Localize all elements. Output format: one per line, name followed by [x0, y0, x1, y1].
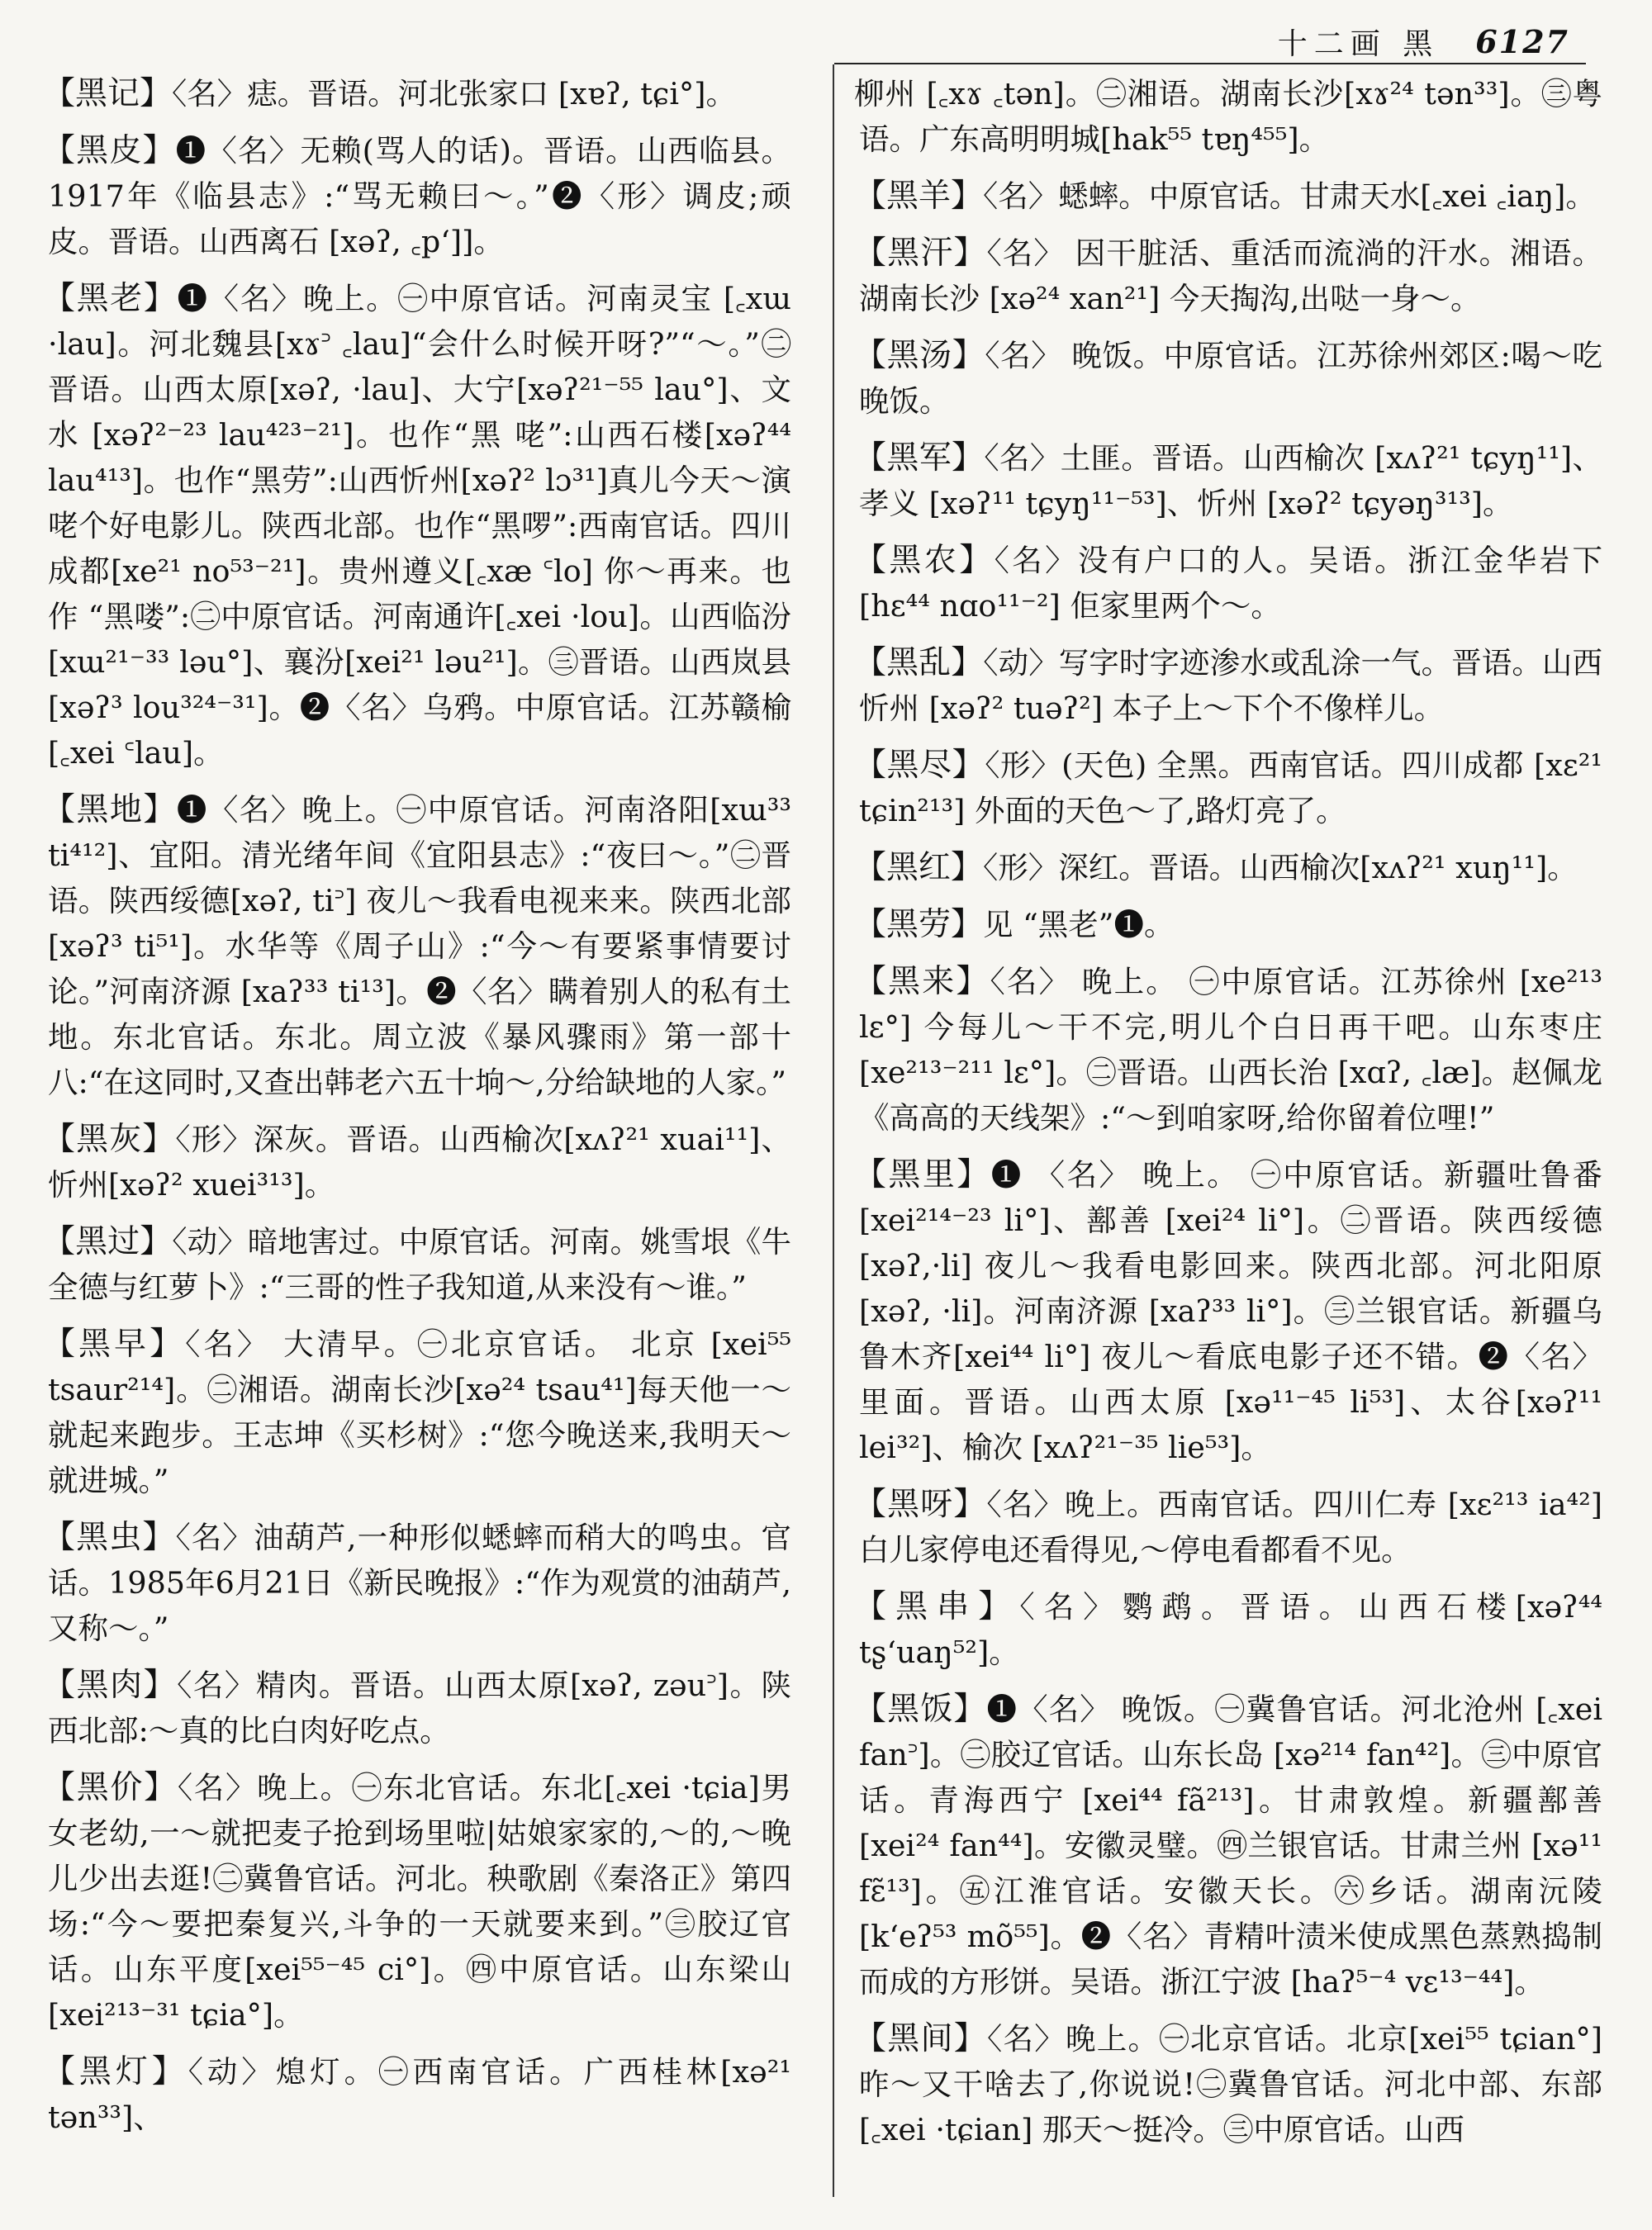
definition: ❶〈名〉无赖(骂人的话)。晋语。山西临县。1917年《临县志》:“骂无赖曰～。”❷〈形〉调皮;顽皮。晋语。山西离石 [xəʔ, ꜀pʻ]]。	[48, 133, 791, 259]
left-column	[43, 71, 791, 2152]
definition: ❶〈名〉 晚饭。㊀冀鲁官话。河北沧州 [꜀xei fan꜄]。㊁胶辽官话。山东长岛 [xə²¹⁴ fan⁴²]。㊂中原官话。青海西宁 [xei⁴⁴ fã²¹³]。甘肃敦煌。新疆鄯善 [xei²⁴ fan⁴⁴]。安徽灵璧。㊃兰银官话。甘肃兰州 [xə¹¹ fɛ̃¹³]。㊄江淮官话。安徽天长。㊅乡话。湖南沅陵 [kʻeʔ⁵³ mõ⁵⁵]。❷〈名〉青精叶渍米使成黑色蒸熟捣制而成的方形饼。吴语。浙江宁波 [haʔ⁵⁻⁴ vɛ¹³⁻⁴⁴]。	[859, 1691, 1602, 2000]
definition: ❶〈名〉晚上。㊀中原官话。河南灵宝 [꜀xɯ ·lau]。河北魏县[xɤ꜄ ꜀lau]“会什么时候开呀?”“～。”㊁晋语。山西太原[xəʔ, ·lau]、大宁[xəʔ²¹⁻⁵⁵ lau°]、文水 [xəʔ²⁻²³ lau⁴²³⁻²¹]。也作“黑 咾”:山西石楼[xəʔ⁴⁴ lau⁴¹³]。也作“黑劳”:山西忻州[xəʔ² lɔ³¹]真儿今天～演咾个好电影儿。陕西北部。也作“黑啰”:西南官话。四川成都[xe²¹ no⁵³⁻²¹]。贵州遵义[꜀xæ ꜂lo] 你～再来。也作 “黑喽”:㊁中原官话。河南通许[꜀xei ·lou]。山西临汾 [xɯ²¹⁻³³ ləu°]、襄汾[xei²¹ ləu²¹]。㊂晋语。山西岚县[xəʔ³ lou³²⁴⁻³¹]。❷〈名〉乌鸦。中原官话。江苏赣榆 [꜀xei ꜂lau]。	[48, 281, 791, 771]
headword: 【黑乱】	[854, 644, 984, 681]
definition: 见 “黑老”❶。	[983, 907, 1175, 942]
entry	[43, 1219, 791, 1310]
column-divider	[833, 64, 834, 2197]
entry	[854, 435, 1602, 526]
entry	[43, 1765, 791, 2038]
headword: 【黑里】	[854, 1156, 991, 1193]
definition: 〈名〉油葫芦,一种形似蟋蟀而稍大的鸣虫。官话。1985年6月21日《新民晚报》:“作为观赏的油葫芦,又称～。”	[48, 1520, 791, 1646]
entry	[854, 845, 1602, 890]
definition: 〈动〉写字时字迹渗水或乱涂一气。晋语。山西忻州 [xəʔ² tuəʔ²] 本子上～下个不像样儿。	[859, 645, 1602, 726]
definition: 〈名〉 大清早。㊀北京官话。 北京 [xei⁵⁵ tsaur²¹⁴]。㊁湘语。湖南长沙[xə²⁴ tsau⁴¹]每天他一～就起来跑步。王志坤《买杉树》:“您今晚送来,我明天～就进城。”	[48, 1326, 791, 1498]
entry	[43, 1663, 791, 1753]
entry	[43, 1321, 791, 1503]
headword: 【黑过】	[43, 1223, 173, 1260]
definition: 〈名〉晚上。西南官话。四川仁寿 [xɛ²¹³ ia⁴²] 白儿家停电还看得见,～停电看都看不见。	[859, 1487, 1602, 1568]
headword: 【黑虫】	[43, 1519, 176, 1556]
headword: 【黑皮】	[43, 132, 176, 169]
headword: 【黑灰】	[43, 1121, 176, 1158]
headword: 【黑红】	[854, 849, 984, 886]
page-number: 6127	[1475, 22, 1569, 60]
headword: 【黑饭】	[854, 1691, 987, 1728]
header-rule	[834, 63, 1586, 64]
definition: 〈形〉(天色) 全黑。西南官话。四川成都 [xɛ²¹ tɕin²¹³] 外面的天色～了,路灯亮了。	[859, 747, 1602, 828]
definition: 〈名〉晚上。㊀东北官话。东北[꜀xei ·tɕia]男女老幼,一～就把麦子抢到场里啦|姑娘家家的,～的,～晚儿少出去逛!㊁冀鲁官话。河北。秧歌剧《秦洛正》第四场:“今～要把秦复兴,斗争的一天就要来到。”㊂胶辽官话。山东平度[xei⁵⁵⁻⁴⁵ ci°]。㊃中原官话。山东梁山[xei²¹³⁻³¹ tɕia°]。	[48, 1770, 791, 2033]
definition: 〈动〉暗地害过。中原官话。河南。姚雪垠《牛全德与红萝卜》:“三哥的性子我知道,从来没有～谁。”	[48, 1224, 791, 1305]
headword: 【黑呀】	[854, 1486, 987, 1523]
headword: 【黑早】	[43, 1326, 186, 1363]
definition: 〈名〉鹦鹉。晋语。山西石楼[xəʔ⁴⁴ tʂʻuaŋ⁵²]。	[859, 1589, 1602, 1670]
headword: 【黑记】	[43, 75, 173, 112]
definition: 〈名〉精肉。晋语。山西太原[xəʔ, zəu꜄]。陕西北部:～真的比白肉好吃点。	[48, 1668, 791, 1748]
definition: 〈名〉 晚饭。中原官话。江苏徐州郊区:喝～吃晚饭。	[859, 338, 1602, 419]
entry	[43, 1117, 791, 1208]
definition: ❶〈名〉晚上。㊀中原官话。河南洛阳[xɯ³³ ti⁴¹²]、宜阳。清光绪年间《宜阳县志》:“夜曰～。”㊁晋语。陕西绥德[xəʔ, ti꜄] 夜儿～我看电视来来。陕西北部[xəʔ³ ti⁵¹]。水华等《周子山》:“今～有要紧事情要讨论。”河南济源 [xaʔ³³ ti¹³]。❷〈名〉瞒着别人的私有土地。东北官话。东北。周立波《暴风骤雨》第一部十八:“在这同时,又查出韩老六五十垧～,分给缺地的人家。”	[48, 792, 791, 1100]
headword: 【黑汤】	[854, 337, 985, 374]
entry	[854, 173, 1602, 219]
headword: 【黑军】	[854, 439, 985, 477]
entry	[854, 538, 1602, 629]
headword: 【黑尽】	[854, 747, 985, 784]
entry	[854, 743, 1602, 833]
headword: 【黑农】	[854, 542, 995, 579]
definition: 〈名〉痣。晋语。河北张家口 [xɐʔ, tɕi°]。	[172, 76, 737, 112]
headword: 【黑羊】	[854, 178, 984, 215]
headword: 【黑间】	[854, 2020, 987, 2057]
entry	[854, 230, 1602, 321]
definition: 柳州 [꜀xɤ ꜀tən]。㊁湘语。湖南长沙[xɤ²⁴ tən³³]。㊂粤语。广东高明明城[hak⁵⁵ tɐŋ⁴⁵⁵]。	[854, 76, 1602, 157]
entry	[854, 1152, 1602, 1470]
headword: 【黑肉】	[43, 1667, 178, 1704]
entry	[854, 902, 1602, 947]
headword: 【黑地】	[43, 791, 177, 828]
headword: 【黑灯】	[43, 2053, 188, 2090]
headword: 【黑价】	[43, 1769, 178, 1806]
section-title: 十二画 黑	[1277, 26, 1440, 61]
headword: 【黑串】	[854, 1588, 1020, 1625]
definition: 〈名〉没有户口的人。吴语。浙江金华岩下[hɛ⁴⁴ nɑo¹¹⁻²] 佢家里两个～。	[859, 543, 1602, 624]
headword: 【黑来】	[854, 963, 990, 1000]
entry	[854, 640, 1602, 731]
headword: 【黑老】	[43, 280, 178, 317]
definition: 〈名〉晚上。㊀北京官话。北京[xei⁵⁵ tɕian°] 昨～又干啥去了,你说说!㊁冀鲁官话。河北中部、东部[꜀xei ·tɕian] 那天～挺冷。㊂中原官话。山西	[859, 2021, 1602, 2147]
entry	[43, 276, 791, 776]
definition: 〈形〉深红。晋语。山西榆次[xʌʔ²¹ xuŋ¹¹]。	[983, 850, 1578, 885]
running-header	[1278, 15, 1569, 68]
definition: 〈名〉土匪。晋语。山西榆次 [xʌʔ²¹ tɕyŋ¹¹]、孝义 [xəʔ¹¹ tɕyŋ¹¹⁻⁵³]、忻州 [xəʔ² tɕyəŋ³¹³]。	[859, 440, 1602, 521]
entry	[43, 2049, 791, 2140]
entry	[43, 128, 791, 264]
entry	[854, 2016, 1602, 2152]
definition: 〈动〉熄灯。㊀西南官话。广西桂林[xə²¹ tən³³]、	[48, 2054, 791, 2135]
entry	[854, 1687, 1602, 2005]
definition: 〈名〉 晚上。 ㊀中原官话。江苏徐州 [xe²¹³ lɛ°] 今每儿～干不完,明儿个白日再干吧。山东枣庄[xe²¹³⁻²¹¹ lɛ°]。㊁晋语。山西长治 [xɑʔ, ꜀læ]。赵佩龙《高高的天线架》:“～到咱家呀,给你留着位哩!”	[859, 964, 1602, 1136]
definition: 〈名〉 因干脏活、重活而流淌的汗水。湘语。湖南长沙 [xə²⁴ xan²¹] 今天掏沟,出哒一身～。	[859, 235, 1602, 316]
entry-continued	[854, 71, 1602, 162]
right-column	[854, 71, 1602, 2164]
headword: 【黑汗】	[854, 235, 987, 272]
entry	[43, 1515, 791, 1651]
entry	[43, 71, 791, 116]
definition: ❶ 〈名〉 晚上。 ㊀中原官话。新疆吐鲁番[xei²¹⁴⁻²³ li°]、鄯善 [xei²⁴ li°]。㊁晋语。陕西绥德[xəʔ,·li] 夜儿～我看电影回来。陕西北部。河北阳原[xəʔ, ·li]。河南济源 [xaʔ³³ li°]。㊂兰银官话。新疆乌鲁木齐[xei⁴⁴ li°] 夜儿～看底电影子还不错。❷〈名〉里面。晋语。山西太原 [xə¹¹⁻⁴⁵ li⁵³]、太谷[xəʔ¹¹ lei³²]、榆次 [xʌʔ²¹⁻³⁵ lie⁵³]。	[859, 1157, 1602, 1465]
definition: 〈名〉蟋蟀。中原官话。甘肃天水[꜀xei ꜀iaŋ]。	[983, 178, 1596, 214]
entry	[43, 787, 791, 1105]
entry	[854, 1482, 1602, 1573]
headword: 【黑劳】	[854, 906, 984, 943]
definition: 〈形〉深灰。晋语。山西榆次[xʌʔ²¹ xuai¹¹]、忻州[xəʔ² xuei³¹³]。	[48, 1122, 791, 1203]
entry	[854, 333, 1602, 424]
entry	[854, 959, 1602, 1141]
entry	[854, 1584, 1602, 1675]
